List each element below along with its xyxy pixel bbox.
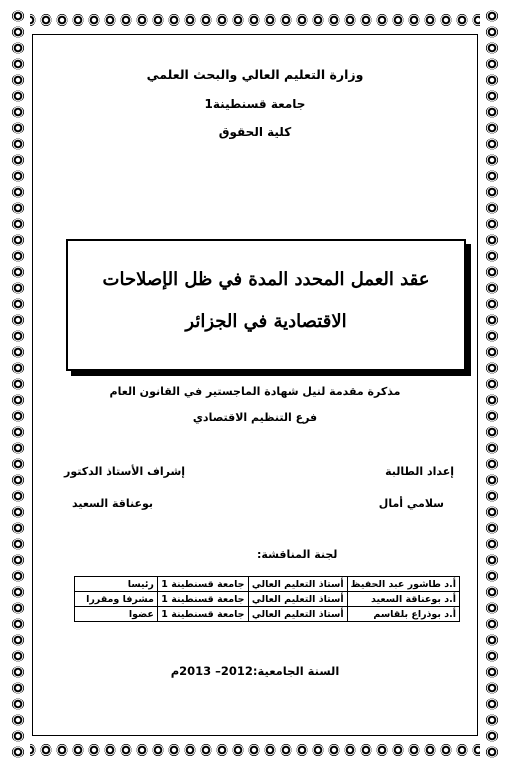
faculty-name: كلية الحقوق (218, 125, 292, 139)
degree-statement: مذكرة مقدمة لنيل شهادة الماجستير في القانون العام (109, 385, 401, 398)
border-top (6, 8, 504, 32)
committee-label: لجنة المناقشة: (257, 548, 338, 561)
supervisor-label: إشراف الأستاذ الدكتور (64, 465, 186, 478)
border-bottom (6, 738, 504, 762)
supervisor-name: بوعناقة السعيد (72, 497, 154, 510)
member-role: مشرفا ومقررا (75, 592, 158, 607)
thesis-title-line-1: عقد العمل المحدد المدة في ظل الإصلاحات (102, 269, 430, 290)
member-rank: أستاذ التعليم العالي (248, 592, 347, 607)
member-university: جامعة قسنطينة 1 (157, 577, 248, 592)
academic-year: السنة الجامعية:2012– 2013م (170, 664, 340, 678)
ministry-name: وزارة التعليم العالي والبحث العلمي (146, 67, 364, 82)
member-role: رئيسا (75, 577, 158, 592)
member-rank: أستاذ التعليم العالي (248, 577, 347, 592)
university-name: جامعة قسنطينة1 (204, 97, 306, 111)
branch-name: فرع التنظيم الاقتصادي (192, 411, 318, 424)
member-rank: أستاذ التعليم العالي (248, 607, 347, 622)
table-row (75, 607, 460, 622)
thesis-title-box (66, 239, 466, 371)
table-row (75, 592, 460, 607)
member-university: جامعة قسنطينة 1 (157, 592, 248, 607)
student-name: سلامي أمال (378, 497, 444, 510)
thesis-title-line-2: الاقتصادية في الجزائر (185, 311, 347, 332)
prepared-by-label: إعداد الطالبة (385, 465, 454, 478)
member-name: أ.د بوذراع بلقاسم (347, 607, 459, 622)
member-name: أ.د طاشور عبد الحفيظ (347, 577, 459, 592)
member-role: عضوا (75, 607, 158, 622)
committee-table (74, 576, 460, 622)
table-row (75, 577, 460, 592)
member-name: أ.د بوعناقة السعيد (347, 592, 459, 607)
member-university: جامعة قسنطينة 1 (157, 607, 248, 622)
